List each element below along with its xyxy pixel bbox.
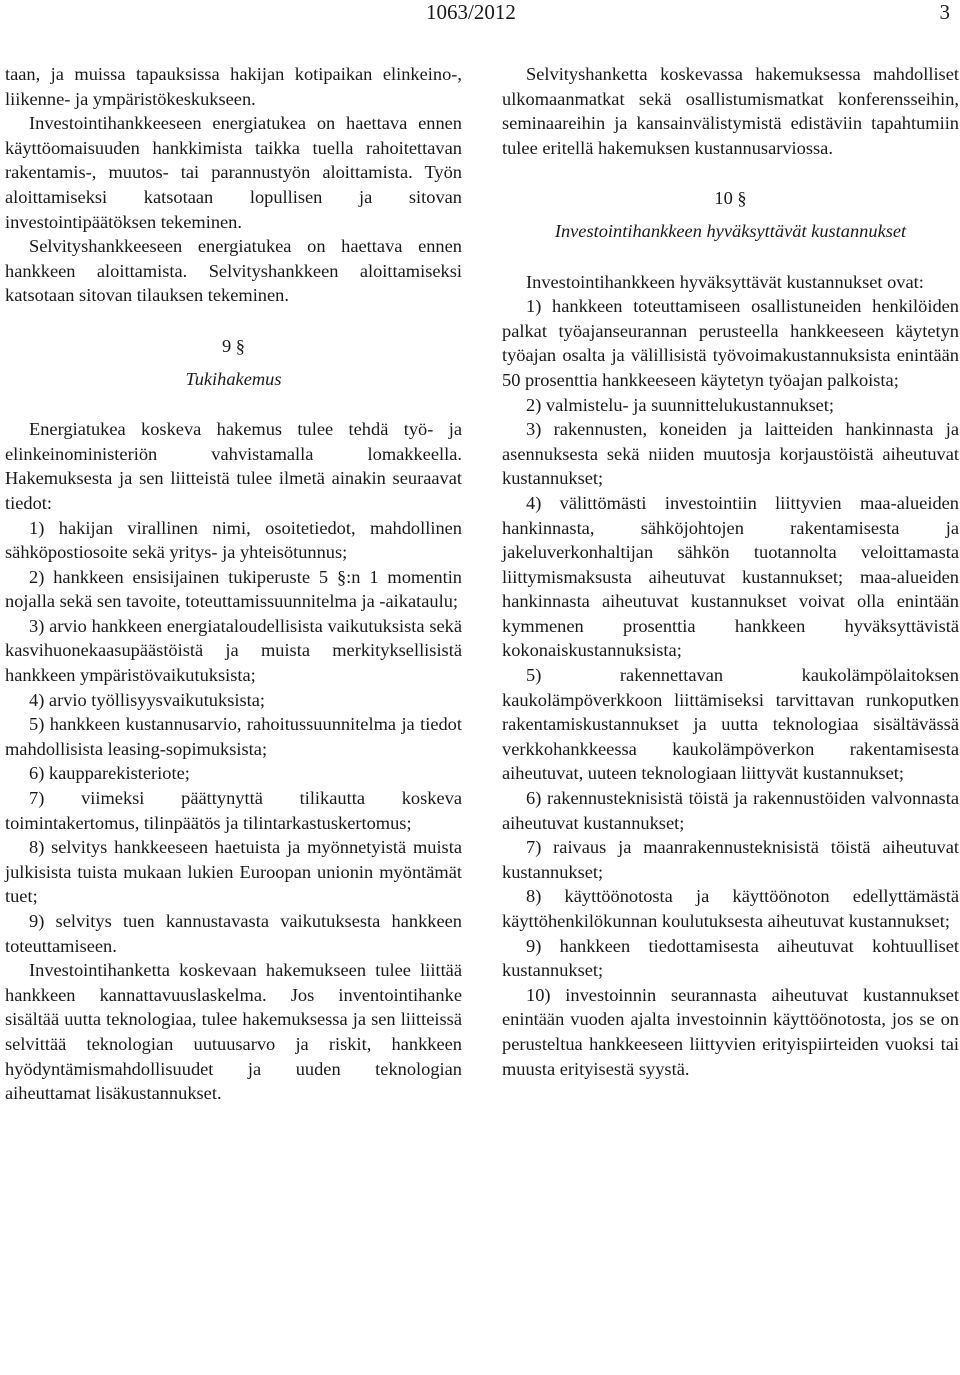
section-title: Tukihakemus [185, 368, 282, 389]
list-item: 8) käyttöönotosta ja käyttöönoton edellyttämästä käyttöhenkilökunnan koulutuksesta aiheutuvat kustannukset; [502, 886, 959, 931]
list-item: 10) investoinnin seurannasta aiheutuvat kustannukset enintään vuoden ajalta investoinnin käyttöönotosta, jos se on perusteltua hankkeeseen liittyvien erityispiirteiden vuoksi tai muusta erityisestä syystä. [502, 984, 959, 1079]
paragraph: Energiatukea koskeva hakemus tulee tehdä työ- ja elinkeinoministeriön vahvistamalla lomakkeella. Hakemuksesta ja sen liitteistä tulee ilmetä ainakin seuraavat tiedot: [5, 419, 462, 513]
section-number: 9 § [222, 335, 245, 356]
list-item: 6) rakennusteknisistä töistä ja rakennustöiden valvonnasta aiheutuvat kustannukset; [502, 788, 959, 833]
paragraph: Investointihankkeeseen energiatukea on haettava ennen käyttöomaisuuden hankkimista taikka tuella rahoitettavan rakentamis-, muutos- tai parannustyön aloittamista. Työn aloittamiseksi katsotaan lopullisen ja sitovan investointipäätöksen tekeminen. [5, 113, 462, 232]
left-column [5, 62, 462, 1106]
document-number: 1063/2012 [426, 0, 516, 24]
list-item: 1) hakijan virallinen nimi, osoitetiedot, mahdollinen sähköpostiosoite sekä yritys- ja yhteisötunnus; [5, 517, 462, 563]
list-item: 7) viimeksi päättynyttä tilikautta koskeva toimintakertomus, tilinpäätös ja tilintarkastuskertomus; [5, 788, 462, 833]
section-number: 10 § [714, 188, 747, 209]
list-item: 8) selvitys hankkeeseen haetuista ja myönnetyistä muista julkisista tuista mukaan lukien Euroopan unionin myöntämät tuet; [5, 837, 462, 907]
paragraph: Investointihankkeen hyväksyttävät kustannukset ovat: [526, 271, 924, 292]
paragraph: taan, ja muissa tapauksissa hakijan kotipaikan elinkeino-, liikenne- ja ympäristökeskukseen. [5, 64, 462, 109]
list-item: 2) hankkeen ensisijainen tukiperuste 5 §:n 1 momentin nojalla sekä sen tavoite, toteuttamissuunnitelma ja -aikataulu; [5, 566, 462, 612]
paragraph: Investointihanketta koskevaan hakemukseen tulee liittää hankkeen kannattavuuslaskelma. Jos inventointihanke sisältää uutta teknologiaa, tulee hakemuksessa ja sen liitteissä selvittää teknologian uutuusarvo ja riskit, hankkeen hyödyntämismahdollisuudet ja uuden teknologian aiheuttamat lisäkustannukset. [5, 960, 462, 1104]
list-item: 3) rakennusten, koneiden ja laitteiden hankinnasta ja asennuksesta sekä niiden muutosja korjaustöistä aiheutuvat kustannukset; [502, 419, 959, 489]
list-item: 2) valmistelu- ja suunnittelukustannukset; [526, 394, 834, 415]
paragraph: Selvityshankkeeseen energiatukea on haettava ennen hankkeen aloittamista. Selvityshankkeen aloittamiseksi katsotaan sitovan tilauksen tekeminen. [5, 236, 462, 306]
section-title: Investointihankkeen hyväksyttävät kustannukset [554, 220, 907, 241]
right-column [502, 62, 959, 1081]
list-item: 5) hankkeen kustannusarvio, rahoitussuunnitelma ja tiedot mahdollisista leasing-sopimuksista; [5, 714, 462, 759]
list-item: 4) arvio työllisyysvaikutuksista; [29, 689, 265, 710]
list-item: 1) hankkeen toteuttamiseen osallistuneiden henkilöiden palkat työajanseurannan perusteella hankkeeseen käytetyn työajan osalta ja välillisistä työvoimakustannuksista enintään 50 prosenttia hankkeeseen käytetyn työajan palkoista; [502, 296, 959, 390]
list-item: 5) rakennettavan kaukolämpölaitoksen kaukolämpöverkkoon liittämiseksi tarvittavan runkoputken rakentamiskustannukset ja uutta teknologiaa sisältävässä verkkohankkeessa kaukolämpöverkon rakentamisesta aiheutuvat, uuteen teknologiaan liittyvät kustannukset; [502, 665, 959, 784]
list-item: 9) hankkeen tiedottamisesta aiheutuvat kohtuulliset kustannukset; [502, 935, 959, 981]
list-item: 4) välittömästi investointiin liittyvien maa-alueiden hankinnasta, sähköjohtojen rakentamisesta ja jakeluverkonhaltijan sähkön tuotannolta veloittamasta liittymismaksusta aiheutuvat kustannukset; maa-alueiden hankinnasta aiheutuvat kustannukset voivat olla enintään kymmenen prosenttia hankkeen hyväksyttävistä kokonaiskustannuksista; [502, 492, 959, 661]
list-item: 6) kaupparekisteriote; [29, 763, 190, 784]
page-header [0, 0, 960, 24]
page-number: 3 [939, 0, 950, 24]
list-item: 7) raivaus ja maanrakennusteknisistä töistä aiheutuvat kustannukset; [502, 837, 959, 882]
list-item: 9) selvitys tuen kannustavasta vaikutuksesta hankkeen toteuttamiseen. [5, 911, 462, 956]
list-item: 3) arvio hankkeen energiataloudellisista vaikutuksista sekä kasvihuonekaasupäästöistä ja muista merkityksellisistä hankkeen ympäristövaikutuksista; [5, 615, 462, 686]
paragraph: Selvityshanketta koskevassa hakemuksessa mahdolliset ulkomaanmatkat sekä osallistumismatkat konferensseihin, seminaareihin ja kansainvälistymistä edistäviin tapahtumiin tulee eritellä hakemuksen kustannusarviossa. [502, 64, 959, 158]
